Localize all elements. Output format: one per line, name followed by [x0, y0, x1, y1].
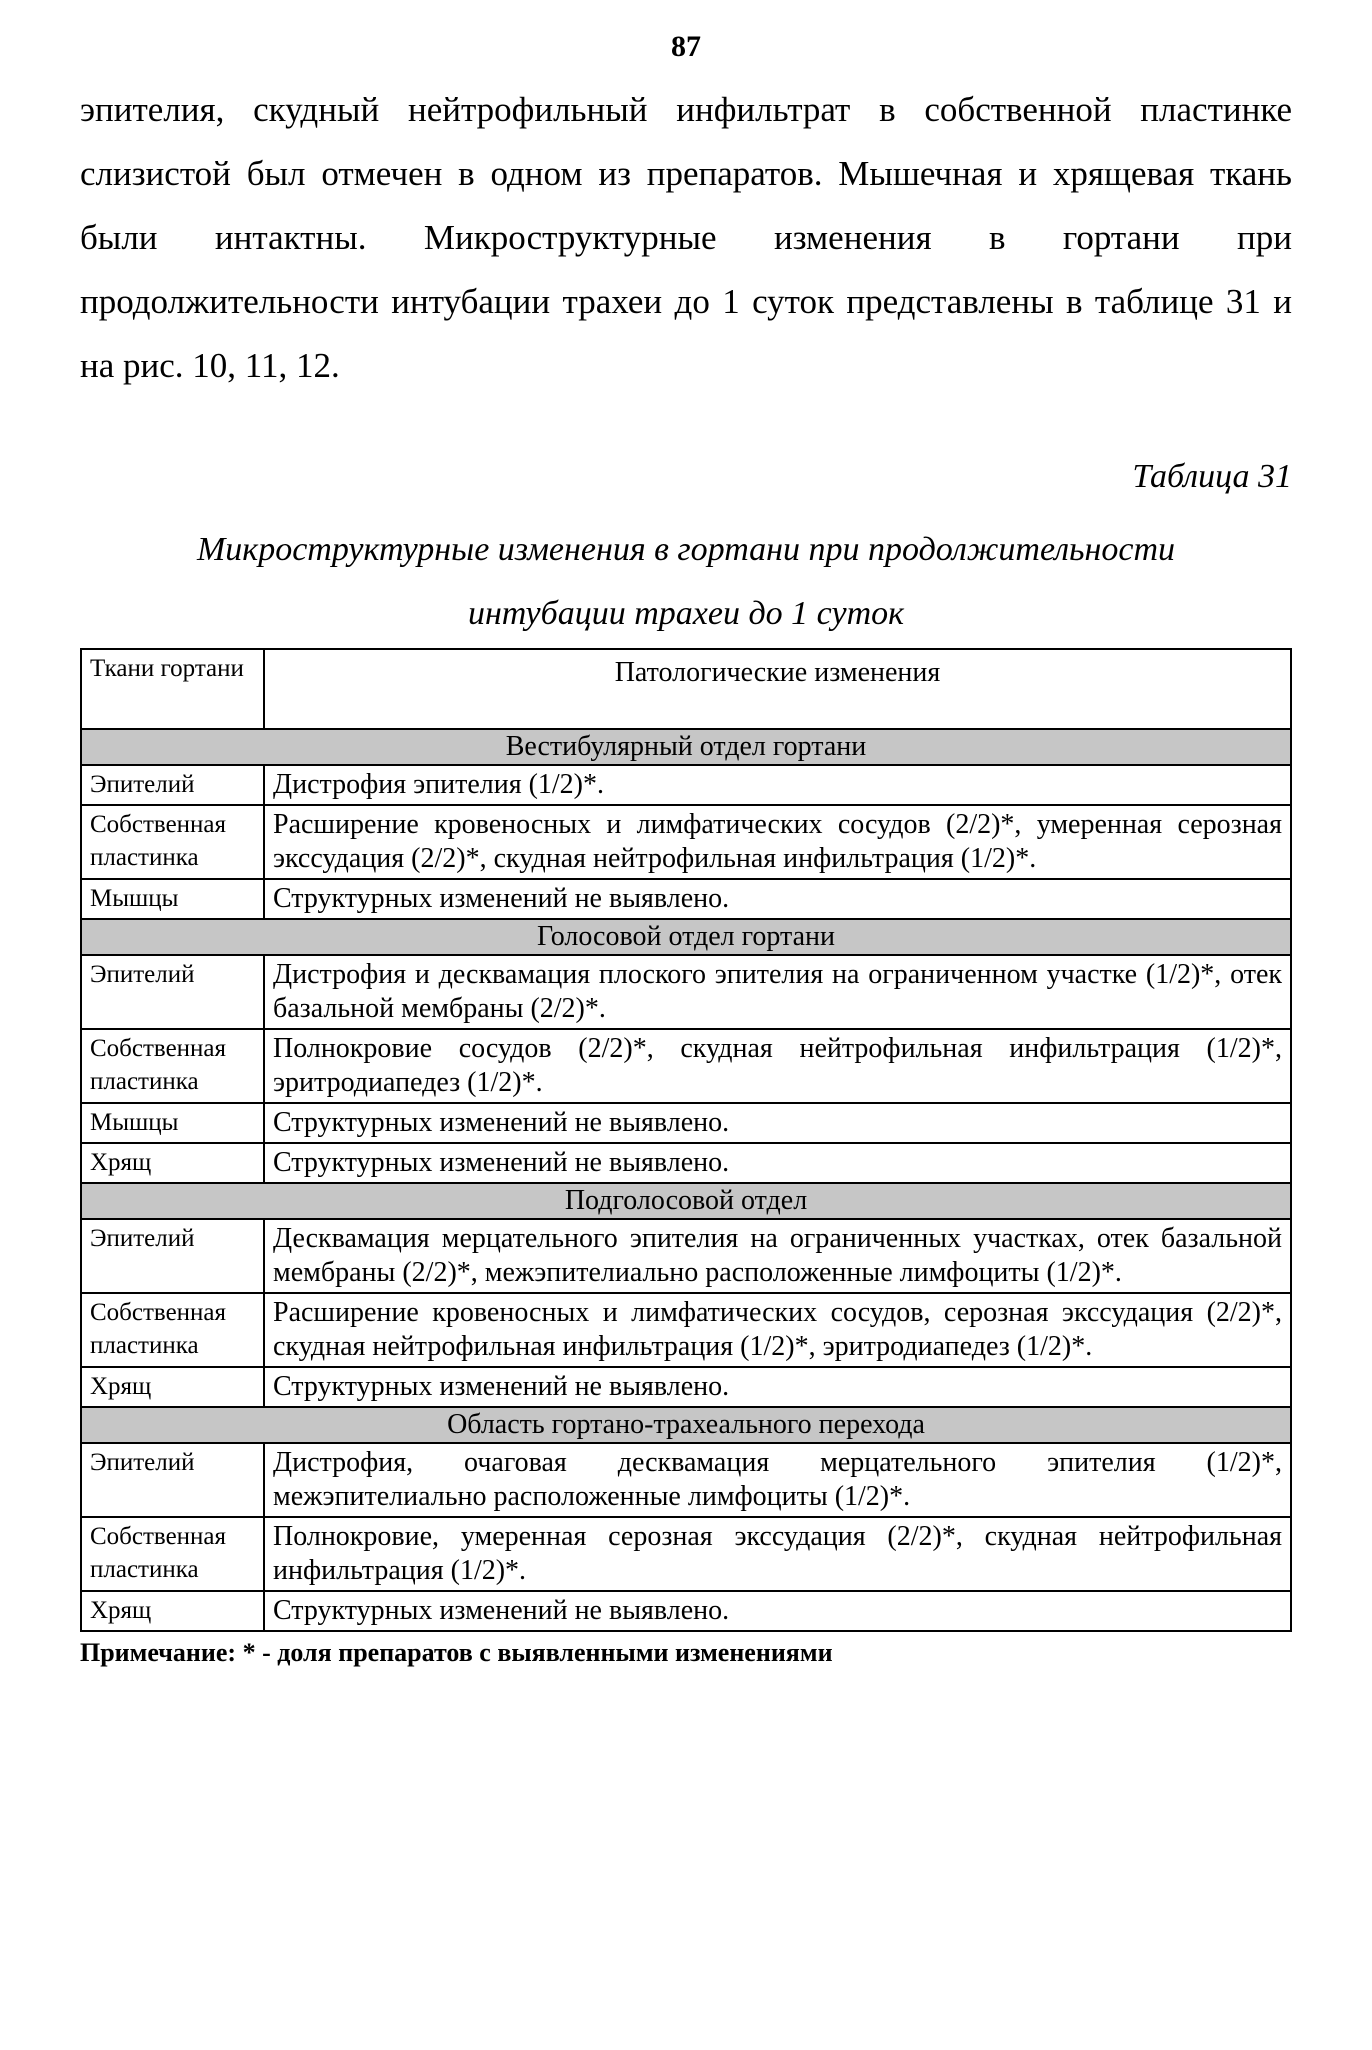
section-row — [81, 919, 1291, 955]
change-cell: Расширение кровеносных и лимфатических сосудов (2/2)*, умеренная серозная экссудация (2/2)*, скудная нейтрофильная инфильтрация (1/2)*. — [264, 805, 1291, 879]
section-title: Вестибулярный отдел гортани — [81, 729, 1291, 765]
change-cell: Дистрофия эпителия (1/2)*. — [264, 765, 1291, 805]
change-cell: Структурных изменений не выявлено. — [264, 879, 1291, 919]
table-title-line-2: интубации трахеи до 1 суток — [467, 595, 905, 632]
table-title-line-1: Микроструктурные изменения в гортани при продолжительности — [196, 531, 1175, 568]
section-title: Подголосовой отдел — [81, 1183, 1291, 1219]
tissue-cell: Собственная пластинка — [81, 1293, 264, 1367]
tissue-cell: Хрящ — [81, 1367, 264, 1407]
table-title — [80, 518, 1292, 646]
tissue-cell: Эпителий — [81, 765, 264, 805]
table-row — [81, 955, 1291, 1029]
findings-table-body — [81, 649, 1291, 1631]
table-row — [81, 1143, 1291, 1183]
page-number: 87 — [671, 30, 701, 63]
tissue-cell: Эпителий — [81, 1219, 264, 1293]
section-row — [81, 1407, 1291, 1443]
table-row — [81, 1219, 1291, 1293]
change-cell: Структурных изменений не выявлено. — [264, 1367, 1291, 1407]
section-title: Область гортано-трахеального перехода — [81, 1407, 1291, 1443]
change-cell: Структурных изменений не выявлено. — [264, 1143, 1291, 1183]
change-cell: Структурных изменений не выявлено. — [264, 1591, 1291, 1631]
intro-paragraph: эпителия, скудный нейтрофильный инфильтрат в собственной пластинке слизистой был отмечен в одном из препаратов. Мышечная и хрящевая ткань были интактны. Микроструктурные изменения в гортани при продолжительности интубации трахеи до 1 суток представлены в таблице 31 и на рис. 10, 11, 12. — [80, 90, 1292, 385]
table-row — [81, 765, 1291, 805]
table-row — [81, 1443, 1291, 1517]
table-row — [81, 805, 1291, 879]
tissue-cell: Собственная пластинка — [81, 1517, 264, 1591]
table-row — [81, 1591, 1291, 1631]
change-cell: Дистрофия, очаговая десквамация мерцательного эпителия (1/2)*, межэпителиально расположенные лимфоциты (1/2)*. — [264, 1443, 1291, 1517]
table-header-row — [81, 649, 1291, 729]
tissue-cell: Собственная пластинка — [81, 805, 264, 879]
table-label: Таблица 31 — [1132, 458, 1292, 495]
header-tissue: Ткани гортани — [81, 649, 264, 729]
tissue-cell: Мышцы — [81, 1103, 264, 1143]
findings-table — [80, 648, 1292, 1632]
section-title: Голосовой отдел гортани — [81, 919, 1291, 955]
change-cell: Структурных изменений не выявлено. — [264, 1103, 1291, 1143]
tissue-cell: Эпителий — [81, 1443, 264, 1517]
section-row — [81, 729, 1291, 765]
change-cell: Дистрофия и десквамация плоского эпителия на ограниченном участке (1/2)*, отек базальной мембраны (2/2)*. — [264, 955, 1291, 1029]
change-cell: Полнокровие сосудов (2/2)*, скудная нейтрофильная инфильтрация (1/2)*, эритродиапедез (1/2)*. — [264, 1029, 1291, 1103]
table-row — [81, 1367, 1291, 1407]
tissue-cell: Эпителий — [81, 955, 264, 1029]
table-row — [81, 1517, 1291, 1591]
tissue-cell: Мышцы — [81, 879, 264, 919]
table-row — [81, 1103, 1291, 1143]
table-note: Примечание: * - доля препаратов с выявленными изменениями — [80, 1638, 833, 1667]
tissue-cell: Собственная пластинка — [81, 1029, 264, 1103]
change-cell: Расширение кровеносных и лимфатических сосудов, серозная экссудация (2/2)*, скудная нейтрофильная инфильтрация (1/2)*, эритродиапедез (1/2)*. — [264, 1293, 1291, 1367]
tissue-cell: Хрящ — [81, 1143, 264, 1183]
change-cell: Полнокровие, умеренная серозная экссудация (2/2)*, скудная нейтрофильная инфильтрация (1/2)*. — [264, 1517, 1291, 1591]
header-changes: Патологические изменения — [264, 649, 1291, 729]
table-row — [81, 1029, 1291, 1103]
section-row — [81, 1183, 1291, 1219]
change-cell: Десквамация мерцательного эпителия на ограниченных участках, отек базальной мембраны (2/2)*, межэпителиально расположенные лимфоциты (1/2)*. — [264, 1219, 1291, 1293]
table-row — [81, 879, 1291, 919]
tissue-cell: Хрящ — [81, 1591, 264, 1631]
table-row — [81, 1293, 1291, 1367]
